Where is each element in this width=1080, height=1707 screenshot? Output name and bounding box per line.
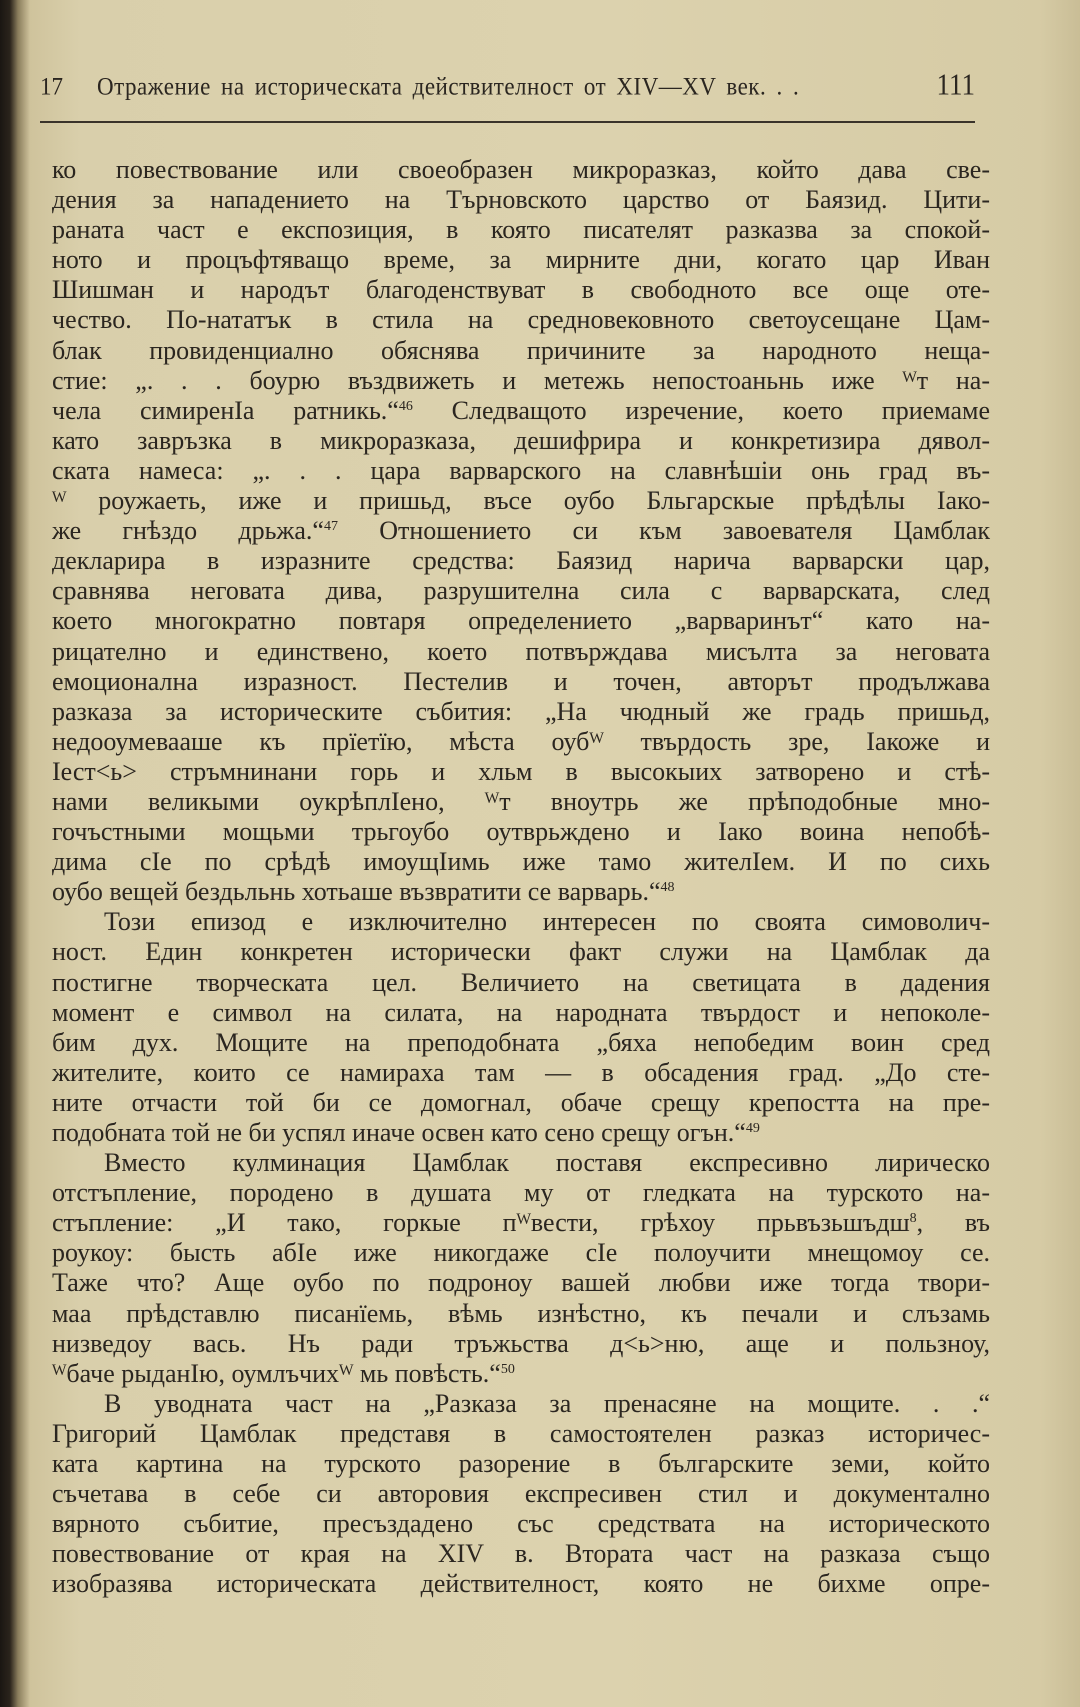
text-line (52, 968, 990, 998)
text-segment: момент е символ на силата, на народната твърдост и непоколе- (52, 997, 990, 1027)
text-line (52, 1509, 990, 1539)
text-line (52, 516, 990, 546)
text-line (52, 787, 990, 817)
text-segment: рицателно и единствено, което потвърждава мисълта за неговата (52, 636, 990, 666)
text-segment: съчетава в себе си авторовия експресивен стил и документално (52, 1479, 990, 1509)
text-line (52, 877, 990, 907)
text-segment: ската намеса: „. . . цара варварского на славнѣшіи онь град въ- (52, 455, 990, 485)
text-line (52, 1299, 990, 1329)
text-segment: Григорий Цамблак представя в самостоятелен разказ историчес- (52, 1418, 990, 1448)
text-segment: повествование от края на XIV в. Втората част на разказа също (52, 1539, 990, 1569)
text-line (52, 1118, 990, 1148)
text-line (52, 637, 990, 667)
text-line (52, 1148, 990, 1178)
text-segment: ко повествование или своеобразен микроразказ, който дава све- (52, 155, 990, 184)
text-segment: Този епизод е изключително интересен по своята симоволич- (104, 907, 990, 937)
text-segment: Вместо кулминация Цамблак поставя експресивно лирическо (104, 1148, 990, 1178)
text-segment: вярното събитие, пресъздадено със средствата на историческото (52, 1509, 990, 1539)
text-line (52, 937, 990, 967)
text-line (52, 576, 990, 606)
text-line (52, 426, 990, 456)
text-line (52, 757, 990, 787)
text-line (52, 1058, 990, 1088)
text-segment: декларира в изразните средства: Баязид нарича варварски цар, (52, 546, 990, 576)
text-segment: Отношението си към завоевателя Цамблак (337, 516, 991, 546)
text-segment: Iест<ь> стръмнинани горь и хльм в высокыих затворено и стѣ- (52, 756, 990, 786)
running-header (40, 68, 975, 108)
text-line (52, 1088, 990, 1118)
text-segment: разказа за историческите събития: „На чюдный же градь пришьд, (52, 696, 990, 726)
text-segment: ност. Един конкретен исторически факт служи на Цамблак да (52, 937, 990, 967)
text-line (52, 606, 990, 636)
footnote-reference: 46 (398, 398, 413, 414)
chapter-number: 17 (40, 72, 63, 101)
text-segment: стие: „. . . боурю въздвижеть и метежь непостоаньнь иже ᵂт на- (52, 365, 990, 395)
text-segment: нами великыми оукрѣплIено, ᵂт вноутрь же прѣподобные мно- (52, 786, 990, 816)
text-segment: низведоу вась. Нъ ради тръжьства д<ь>ню, аще и пользноу, (52, 1328, 990, 1358)
text-segment: дима сIе по срѣдѣ имоущIимь иже тамо жителIем. И по сихь (52, 847, 990, 877)
text-line (52, 1268, 990, 1298)
text-line (52, 1178, 990, 1208)
text-line (52, 486, 990, 516)
text-segment: ᵂбаче рыданIю, оумлъчихᵂ мь повѣсть.“ (52, 1358, 501, 1388)
text-line (52, 1028, 990, 1058)
text-line (52, 697, 990, 727)
text-segment: стъпление: „И тако, горкые пᵂвести, грѣхоу прьвъзьшъдш (52, 1208, 910, 1238)
text-line (52, 847, 990, 877)
text-line (52, 546, 990, 576)
text-line (52, 727, 990, 757)
text-line (52, 1208, 990, 1238)
text-line (52, 1329, 990, 1359)
text-line (52, 1569, 990, 1599)
text-segment: ᵂ роужаеть, иже и пришьд, въсе оубо Бльгарскые прѣдѣлы Iако- (52, 486, 990, 516)
footnote-reference: 48 (660, 880, 675, 896)
header-rule (40, 121, 975, 123)
text-line (52, 1238, 990, 1268)
text-line (52, 1479, 990, 1509)
text-segment: ката картина на турското разорение в българските земи, който (52, 1449, 990, 1479)
text-line (52, 336, 990, 366)
text-line (52, 1449, 990, 1479)
text-line (52, 456, 990, 486)
text-segment: изобразява историческата действителност, която не бихме опре- (52, 1569, 990, 1599)
text-line (52, 667, 990, 697)
text-line (52, 275, 990, 305)
text-segment: подобната той не би успял иначе освен като сено срещу огън.“ (52, 1118, 746, 1147)
text-line (52, 1539, 990, 1569)
text-segment: гочъстными мощьми трьгоубо оутврьждено и Iако воина непобѣ- (52, 817, 990, 847)
footnote-reference: 50 (500, 1361, 515, 1377)
text-line (52, 245, 990, 275)
text-segment: чество. По-нататък в стила на средновековното светоусещане Цам- (52, 305, 990, 335)
text-segment: като завръзка в микроразказа, дешифрира и конкретизира дявол- (52, 425, 990, 455)
text-segment: което многократно повтаря определението „варваринът“ като на- (52, 606, 990, 636)
text-segment: Шишман и народът благоденствуват в свободното все още оте- (52, 275, 990, 305)
text-segment: дения за нападението на Търновското царство от Баязид. Цити- (52, 185, 990, 215)
text-segment: раната част е експозиция, в която писателят разказва за спокой- (52, 215, 990, 245)
text-line (52, 155, 990, 185)
text-segment: , въ (916, 1208, 990, 1238)
text-segment: блак провиденциално обяснява причините за народното неща- (52, 335, 990, 365)
footnote-reference: 49 (745, 1121, 760, 1136)
text-line (52, 396, 990, 426)
text-line (52, 907, 990, 937)
text-line (52, 366, 990, 396)
text-segment: Таже что? Аще оубо по подроноу вашей любви иже тогда твори- (52, 1268, 990, 1298)
footnote-reference: 8 (909, 1211, 917, 1227)
text-line (52, 185, 990, 215)
text-segment: Следващото изречение, което приемаме (412, 395, 990, 425)
text-line (52, 1419, 990, 1449)
text-segment: отстъпление, породено в душата му от гледката на турското на- (52, 1178, 990, 1208)
text-segment: В уводната част на „Разказа за пренасяне на мощите. . .“ (104, 1388, 990, 1418)
text-segment: ните отчасти той би се домогнал, обаче срещу крепостта на пре- (52, 1087, 990, 1117)
running-title: Отражение на историческата действителност от XIV—XV век. . . (97, 72, 800, 101)
text-segment: сравнява неговата дива, разрушителна сила с варварската, след (52, 576, 990, 606)
footnote-reference: 47 (323, 519, 338, 535)
text-segment: недооумевааше къ прїетїю, мѣста оубᵂ твърдость зре, Iакоже и (52, 726, 990, 756)
text-segment: роукоу: бысть абIе иже никогдаже сIе полоучити мнещомоу се. (52, 1238, 990, 1268)
text-line (52, 1389, 990, 1419)
text-line (52, 817, 990, 847)
text-line (52, 1359, 990, 1389)
text-segment: постигне творческата цел. Величието на светицата в дадения (52, 967, 990, 997)
text-line (52, 305, 990, 335)
body-text (52, 155, 990, 1600)
text-line (52, 215, 990, 245)
text-segment: маа прѣдставлю писанїемь, вѣмь изнѣстно, къ печали и слъзамь (52, 1298, 990, 1328)
text-segment: жителите, които се намираха там — в обсадения град. „До сте- (52, 1057, 990, 1087)
page-number: 111 (936, 67, 975, 102)
text-segment: оубо вещей бездьльнь хотьаше възвратити се варварь.“ (52, 877, 661, 907)
text-segment: бим дух. Мощите на преподобната „бяха непобедим воин сред (52, 1027, 990, 1057)
text-segment: чела симиренIа ратникь.“ (52, 395, 399, 425)
text-segment: ното и процъфтяващо време, за мирните дни, когато цар Иван (52, 245, 990, 275)
text-segment: емоционална изразност. Пестелив и точен, авторът продължава (52, 666, 990, 696)
text-line (52, 998, 990, 1028)
text-segment: же гнѣздо дрьжа.“ (52, 516, 324, 546)
